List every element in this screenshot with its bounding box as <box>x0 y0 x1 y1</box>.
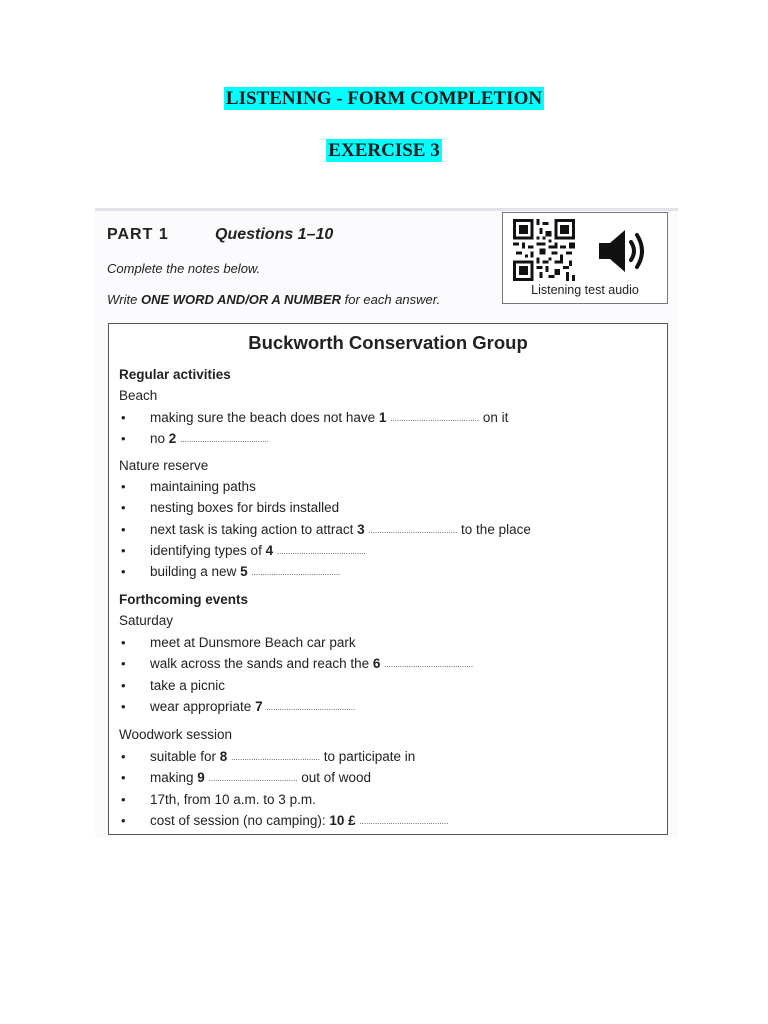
nature-reserve-heading: Nature reserve <box>119 458 209 473</box>
notes-title: Buckworth Conservation Group <box>248 332 528 353</box>
bullet: • <box>121 410 126 425</box>
instruction-complete: Complete the notes below. <box>107 261 261 276</box>
note-wood-3: 17th, from 10 a.m. to 3 p.m. <box>150 792 316 807</box>
saturday-heading: Saturday <box>119 613 174 628</box>
forthcoming-events-heading: Forthcoming events <box>119 592 249 607</box>
bullet: • <box>121 678 126 693</box>
bullet: • <box>121 635 126 650</box>
note-nature-2: nesting boxes for birds installed <box>150 500 340 515</box>
answer-gap-4[interactable]: ........................................ <box>276 546 366 556</box>
bullet: • <box>121 543 126 558</box>
test-sheet <box>95 208 678 838</box>
note-wood-4: cost of session (no camping): 10 £ ........................................ <box>150 813 449 828</box>
answer-gap-7[interactable]: ........................................ <box>266 702 356 712</box>
note-nature-4: identifying types of 4 ........................................ <box>150 543 366 558</box>
instruction-write: Write ONE WORD AND/OR A NUMBER for each answer. <box>107 292 441 307</box>
divider <box>95 208 678 211</box>
note-wood-1: suitable for 8 ........................................ to participate in <box>150 749 416 764</box>
bullet: • <box>121 813 126 828</box>
note-beach-1: making sure the beach does not have 1 ........................................ on it <box>150 410 509 425</box>
page-title: LISTENING - FORM COMPLETION <box>225 88 543 109</box>
note-wood-2: making 9 ........................................ out of wood <box>150 770 372 785</box>
notes-form <box>108 323 668 835</box>
answer-gap-1[interactable]: ........................................ <box>390 413 480 423</box>
exercise-title: EXERCISE 3 <box>328 140 440 161</box>
bullet: • <box>121 699 126 714</box>
bullet: • <box>121 770 126 785</box>
bullet: • <box>121 564 126 579</box>
questions-range: Questions 1–10 <box>215 226 334 243</box>
part-label: PART 1 <box>107 226 169 243</box>
answer-gap-10[interactable]: ........................................ <box>359 816 449 826</box>
woodwork-heading: Woodwork session <box>119 727 233 742</box>
bullet: • <box>121 792 126 807</box>
beach-heading: Beach <box>119 388 158 403</box>
bullet: • <box>121 522 126 537</box>
note-nature-1: maintaining paths <box>150 479 256 494</box>
bullet: • <box>121 749 126 764</box>
qr-code-icon[interactable] <box>513 219 575 281</box>
note-beach-2: no 2 ........................................ <box>150 431 269 446</box>
note-sat-4: wear appropriate 7 ........................................ <box>150 699 356 714</box>
audio-label[interactable]: Listening test audio <box>531 283 639 297</box>
note-sat-3: take a picnic <box>150 678 226 693</box>
bullet: • <box>121 431 126 446</box>
bullet: • <box>121 656 126 671</box>
note-nature-3: next task is taking action to attract 3 ........................................ to the place <box>150 522 531 537</box>
speaker-icon[interactable] <box>595 223 651 279</box>
answer-gap-8[interactable]: ........................................ <box>231 752 320 762</box>
regular-activities-heading: Regular activities <box>119 367 231 382</box>
audio-link-box[interactable] <box>502 212 668 304</box>
answer-gap-2[interactable]: ........................................ <box>180 434 269 444</box>
note-nature-5: building a new 5 ........................................ <box>150 564 341 579</box>
answer-gap-3[interactable]: ........................................ <box>368 525 458 535</box>
bullet: • <box>121 479 126 494</box>
answer-gap-9[interactable]: ........................................ <box>208 773 298 783</box>
bullet: • <box>121 500 126 515</box>
answer-gap-5[interactable]: ........................................ <box>251 567 341 577</box>
note-sat-2: walk across the sands and reach the 6 ........................................ <box>150 656 474 671</box>
answer-gap-6[interactable]: ........................................ <box>384 659 474 669</box>
note-sat-1: meet at Dunsmore Beach car park <box>150 635 356 650</box>
